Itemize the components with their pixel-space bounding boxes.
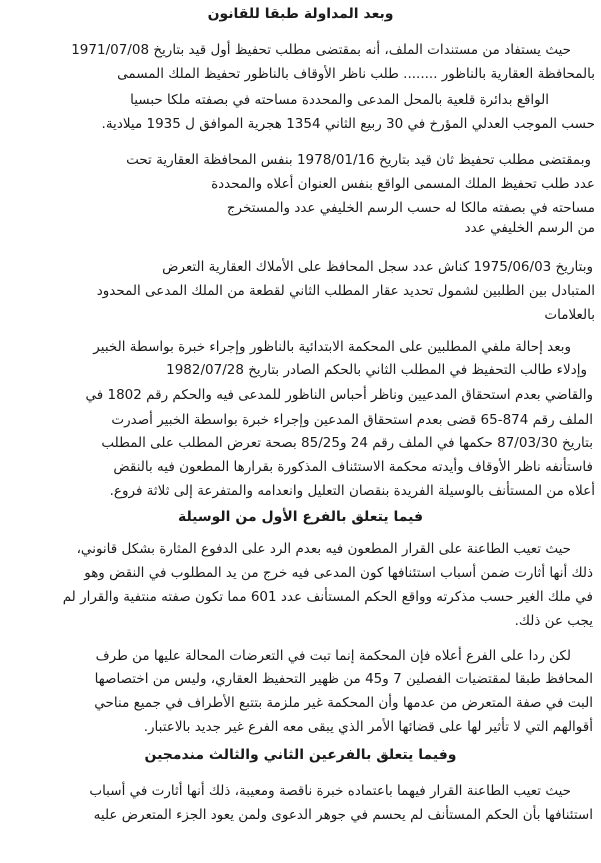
text-line: وبمقتضى مطلب تحفيظ ثان قيد بتاريخ 1978/01/16 بنفس المحافظة العقارية تحت <box>126 152 591 168</box>
text-line: يجب عن ذلك. <box>514 613 593 629</box>
text-line: البت في صفة المتعرض من عدمها وأن المحكمة غير ملزمة بتتبع الأطراف في جميع مناحي <box>94 695 593 711</box>
text-line: حسب الموجب العدلي المؤرخ في 30 ربيع الثاني 1354 هجرية الموافق ل 1935 ميلادية. <box>101 116 595 132</box>
text-line: وإدلاء طالب التحفيظ في المطلب الثاني بالحكم الصادر بتاريخ 1982/07/28 <box>166 362 587 378</box>
heading-second-third-branch: وفيما يتعلق بالفرعين الثاني والثالث مندمجين <box>144 747 457 763</box>
text-line: من الرسم الخليفي عدد <box>464 220 595 236</box>
text-line: استئنافها بأن الحكم المستأنف لم يحسم في جوهر الدعوى ولمن يعود الجزء المتعرض عليه <box>93 807 593 823</box>
text-line: ذلك أنها أثارت ضمن أسباب استئنافها كون المدعى فيه خرج من يد المطلوب في النقض وهو <box>84 565 593 581</box>
text-line: أقوالهم التي لا تأثير لها على قضائها الأمر الذي يبقى معه الفرع غير جديد بالاعتبار. <box>143 719 593 735</box>
text-line: وبعد إحالة ملفي المطلبين على المحكمة الابتدائية بالناظور وإجراء خبرة بواسطة الخبير <box>93 339 571 355</box>
text-line: حيث تعيب الطاعنة على القرار المطعون فيه بعدم الرد على الدفوع المثارة بشكل قانوني، <box>76 541 571 557</box>
text-line: والقاضي بعدم استحقاق المدعيين وناظر أحباس الناظور للمدعى فيه والحكم رقم 1802 في <box>85 387 593 403</box>
text-line: بتاريخ 87/03/30 حكمها في الملف رقم 24 و85/25 بصحة تعرض المطلب على المطلب <box>101 435 593 451</box>
text-line: مساحته في بصفته مالكا له حسب الرسم الخليفي عدد والمستخرج <box>226 200 595 216</box>
text-line: فاستأنفه ناظر الأوقاف وأيدته محكمة الاستئناف المذكورة بقرارها المطعون فيه بالنقض <box>113 459 593 475</box>
text-line: الملف رقم 874-65 قضى بعدم استحقاق المدعين وإجراء خبرة بواسطة الخبير أصدرت <box>111 412 593 428</box>
text-line: المتبادل بين الطلبين لشمول تحديد عقار المطلب الثاني لقطعة من الملك المدعى المحدود <box>96 283 595 299</box>
text-line: المحافظ طبقا لمقتضيات الفصلين 7 و45 من ظهير التحفيظ العقاري، وليس من اختصاصها <box>94 671 593 687</box>
text-line: بالعلامات <box>544 307 595 323</box>
text-line: وبتاريخ 1975/06/03 كناش عدد سجل المحافظ على الأملاك العقارية التعرض <box>162 259 593 275</box>
text-line: الواقع بدائرة قلعية بالمحل المدعى والمحددة مساحته في بصفته ملكا حبسيا <box>130 92 549 108</box>
text-line: لكن ردا على الفرع أعلاه فإن المحكمة إنما تبت في التعرضات المحالة عليها من طرف <box>95 648 571 664</box>
text-line: عدد طلب تحفيظ الملك المسمى الواقع بنفس العنوان أعلاه والمحددة <box>211 176 595 192</box>
text-line: بالمحافظة العقارية بالناظور ........ طلب ناظر الأوقاف بالناظور تحفيظ الملك المسمى <box>117 66 595 82</box>
text-line: حيث يستفاد من مستندات الملف، أنه بمقتضى مطلب تحفيظ أول قيد بتاريخ 1971/07/08 <box>71 42 571 58</box>
text-line: في ملك الغير حسب مذكرته وواقع الحكم المستأنف عدد 601 مما تكون صفته منتفية والقرار لم <box>62 589 593 605</box>
heading-first-branch: فيما يتعلق بالفرع الأول من الوسيلة <box>177 509 424 525</box>
text-line: أعلاه من المستأنف بالوسيلة الفريدة بنقصان التعليل وانعدامه والمتفرعة إلى ثلاثة فروع. <box>109 483 595 499</box>
text-line: حيث تعيب الطاعنة القرار فيهما باعتماده خبرة ناقصة ومعيبة، ذلك أنها أثارت في أسباب <box>89 783 571 799</box>
heading-deliberation: وبعد المداولة طبقا للقانون <box>207 6 394 22</box>
